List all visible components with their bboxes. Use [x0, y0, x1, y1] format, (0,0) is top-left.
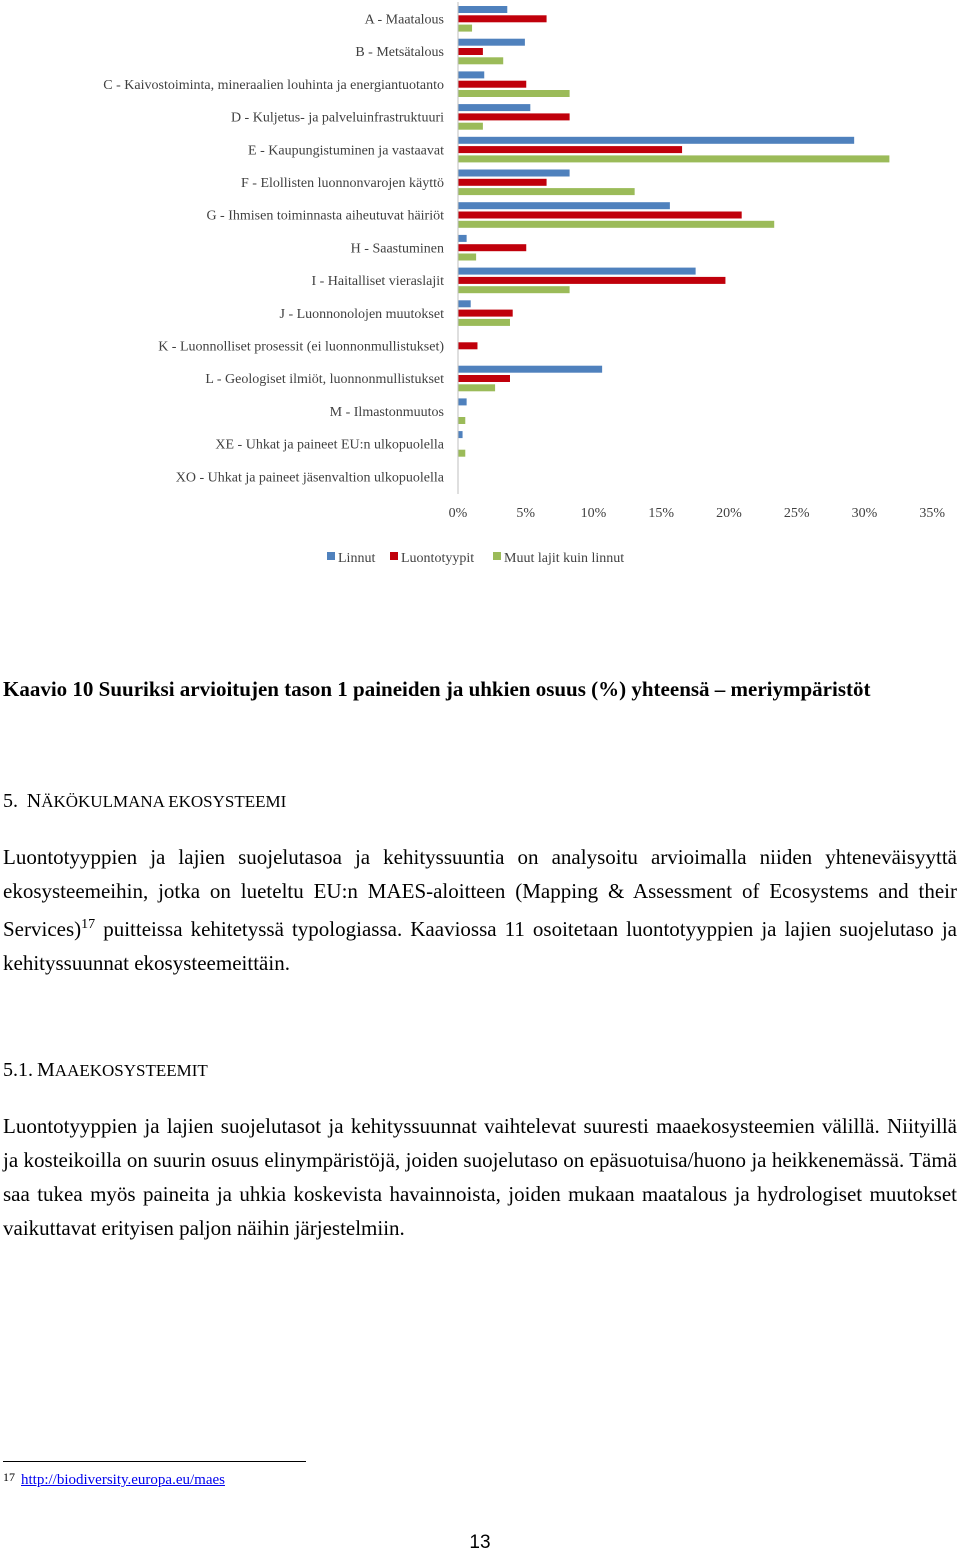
category-label: C - Kaivostoiminta, mineraalien louhinta ja energiantuotanto [103, 77, 444, 93]
bar-muut-lajit [459, 188, 635, 195]
figure-caption: Kaavio 10 Suuriksi arvioitujen tason 1 paineiden ja uhkien osuus (%) yhteensä – meriympäristöt [3, 677, 871, 701]
footnote [3, 1472, 225, 1489]
bar-muut-lajit [459, 221, 775, 228]
category-label: E - Kaupungistuminen ja vastaavat [248, 143, 444, 159]
bar-luontotyypit [459, 212, 742, 219]
section-5-1-title-initial: M [37, 1059, 55, 1081]
section-5-title-rest: ÄKÖKULMANA EKOSYSTEEMI [41, 792, 287, 811]
x-tick-label: 5% [516, 506, 536, 521]
bar-luontotyypit [459, 375, 510, 382]
bar-linnut [459, 170, 570, 177]
bar-linnut [459, 39, 525, 46]
legend-swatch [493, 552, 501, 560]
section-5-1-heading [3, 1059, 208, 1082]
footnote-divider [3, 1461, 306, 1462]
bar-luontotyypit [459, 179, 547, 186]
bar-muut-lajit [459, 450, 466, 457]
section-5-number: 5. [3, 790, 18, 812]
footnote-number: 17 [3, 1470, 15, 1484]
section-5-1-number: 5.1. [3, 1059, 33, 1081]
category-label: XO - Uhkat ja paineet jäsenvaltion ulkopuolella [175, 470, 444, 486]
section-5-1-paragraph: Luontotyyppien ja lajien suojelutasot ja kehityssuunnat vaihtelevat suuresti maaekosysteemien välillä. Niityillä ja kosteikoilla on suurin osuus elinympäristöjä, joiden suojelutaso on epäsuotuisa/huono ja heikkenemässä. Tämä saa tukea myös paineita ja uhkia koskevista havainnoista, joiden mukaan maatalous ja hydrologiset muutokset vaikuttavat erityisen paljon näihin järjestelmiin. [3, 1114, 957, 1240]
bar-luontotyypit [459, 277, 726, 284]
category-label: A - Maatalous [364, 12, 444, 28]
bar-linnut [459, 398, 467, 405]
legend-swatch [327, 552, 335, 560]
section-5-text-a: Luontotyyppien ja lajien suojelutasoa ja kehityssuuntia on analysoitu arvioimalla niiden yhteneväisyyttä ekosysteemeihin, jotka on lueteltu EU:n MAES-aloitteen (Mapping & Assessment of Ecosystems and their Services) [3, 845, 957, 941]
footnote-ref-17[interactable]: 17 [81, 917, 96, 932]
bar-muut-lajit [459, 319, 510, 326]
bar-linnut [459, 6, 508, 13]
bar-muut-lajit [459, 57, 504, 64]
category-label: F - Elollisten luonnonvarojen käyttö [241, 176, 444, 191]
category-label: XE - Uhkat ja paineet EU:n ulkopuolella [215, 437, 444, 453]
section-5-heading [3, 790, 286, 813]
category-label: I - Haitalliset vieraslajit [311, 274, 444, 290]
bar-linnut [459, 366, 603, 373]
footnote-link[interactable]: http://biodiversity.europa.eu/maes [21, 1472, 225, 1488]
bar-muut-lajit [459, 417, 466, 424]
category-label: G - Ihmisen toiminnasta aiheutuvat häiriöt [206, 208, 444, 224]
x-tick-label: 15% [648, 506, 675, 521]
bar-muut-lajit [459, 25, 473, 32]
bar-linnut [459, 202, 670, 209]
bar-linnut [459, 431, 463, 438]
bar-linnut [459, 104, 531, 111]
legend-label: Muut lajit kuin linnut [504, 551, 625, 566]
section-5-text-b: puitteissa kehitetyssä typologiassa. Kaaviossa 11 osoitetaan luontotyyppien ja lajien suojelutaso ja kehityssuunnat ekosysteemeittäin. [3, 917, 957, 975]
bar-linnut [459, 71, 485, 78]
page-number: 13 [469, 1532, 491, 1553]
bar-linnut [459, 137, 855, 144]
bar-linnut [459, 268, 696, 275]
category-label: L - Geologiset ilmiöt, luonnonmullistukset [205, 372, 444, 388]
bar-muut-lajit [459, 123, 483, 130]
bar-luontotyypit [459, 146, 683, 153]
x-tick-label: 35% [919, 506, 946, 521]
x-tick-label: 10% [580, 506, 607, 521]
bar-luontotyypit [459, 342, 478, 349]
x-tick-label: 20% [716, 506, 742, 521]
legend-label: Luontotyypit [401, 551, 475, 566]
section-5-paragraph [3, 840, 957, 980]
bar-muut-lajit [459, 384, 496, 391]
x-tick-label: 0% [448, 506, 468, 521]
bar-muut-lajit [459, 90, 570, 97]
category-label: B - Metsätalous [355, 45, 444, 61]
category-label: D - Kuljetus- ja palveluinfrastruktuuri [230, 110, 444, 126]
bar-chart [0, 0, 960, 580]
bar-luontotyypit [459, 244, 527, 251]
legend-swatch [390, 552, 398, 560]
bar-luontotyypit [459, 48, 483, 55]
category-label: H - Saastuminen [350, 241, 444, 257]
category-label: M - Ilmastonmuutos [329, 404, 444, 420]
bar-muut-lajit [459, 254, 477, 261]
section-5-1-title-rest: AAEKOSYSTEEMIT [54, 1061, 208, 1080]
bar-linnut [459, 300, 471, 307]
x-tick-label: 25% [783, 506, 810, 521]
legend-label: Linnut [338, 551, 376, 566]
bar-luontotyypit [459, 81, 527, 88]
category-label: J - Luonnonolojen muutokset [279, 306, 444, 322]
section-5-title-initial: N [26, 790, 42, 812]
bar-luontotyypit [459, 15, 547, 22]
x-tick-label: 30% [851, 506, 878, 521]
bar-luontotyypit [459, 310, 513, 317]
bar-muut-lajit [459, 155, 890, 162]
category-label: K - Luonnolliset prosessit (ei luonnonmullistukset) [158, 339, 444, 355]
bar-luontotyypit [459, 113, 570, 120]
bar-linnut [459, 235, 467, 242]
bar-muut-lajit [459, 286, 570, 293]
